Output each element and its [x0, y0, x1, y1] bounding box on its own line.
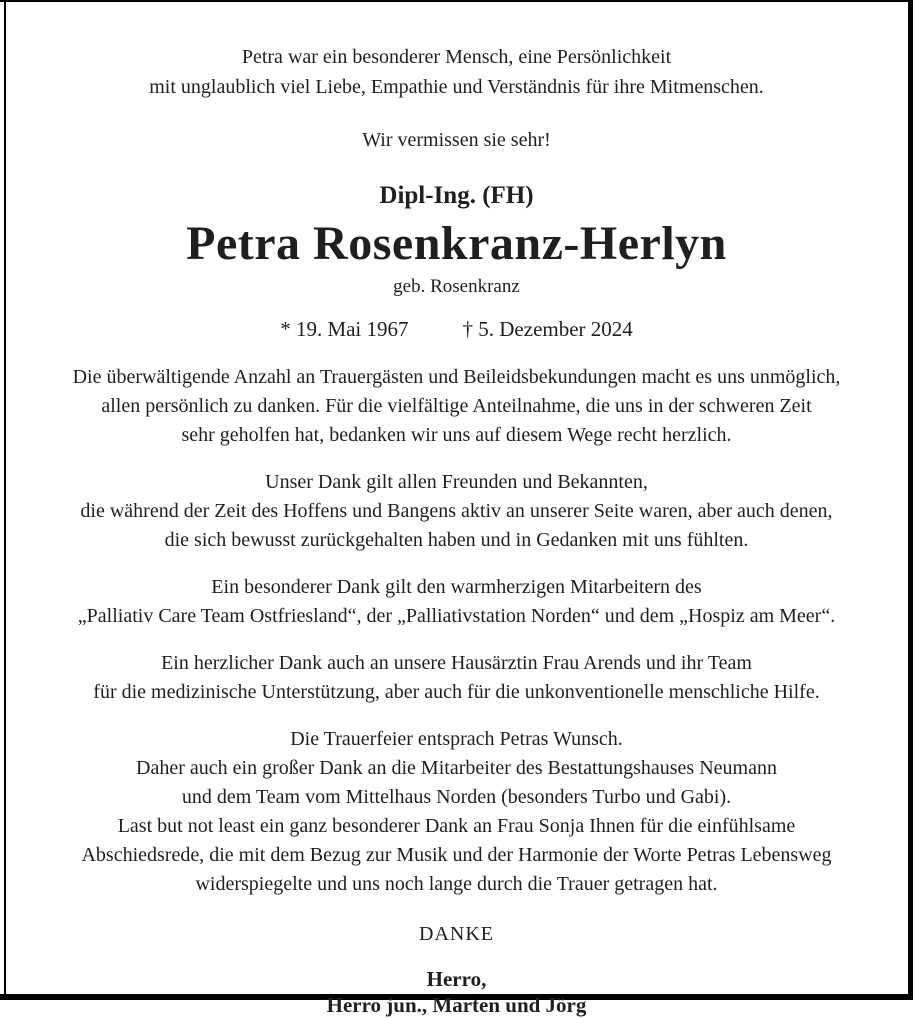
paragraph-palliative-thanks — [0, 573, 913, 631]
birth-date: * 19. Mai 1967 — [280, 317, 409, 341]
body-line: „Palliativ Care Team Ostfriesland“, der „Palliativstation Norden“ und dem „Hospiz am Meer“. — [77, 605, 836, 627]
intro-line-2: mit unglaublich viel Liebe, Empathie und Verständnis für ihre Mitmenschen. — [149, 76, 764, 98]
body-line: Last but not least ein ganz besonderer Dank an Frau Sonja Ihnen für die einfühlsame — [117, 815, 796, 837]
body-line: Unser Dank gilt allen Freunden und Bekannten, — [265, 471, 648, 493]
body-line: allen persönlich zu danken. Für die vielfältige Anteilnahme, die uns in der schweren Zeit — [101, 395, 812, 417]
body-line: die während der Zeit des Hoffens und Bangens aktiv an unserer Seite waren, aber auch denen, — [80, 500, 833, 522]
body-line: die sich bewusst zurückgehalten haben und in Gedanken mit uns fühlten. — [164, 529, 749, 551]
death-date: † 5. Dezember 2024 — [462, 317, 633, 341]
degree-title: Dipl-Ing. (FH) — [379, 182, 534, 209]
body-line: Abschiedsrede, die mit dem Bezug zur Musik und der Harmonie der Worte Petras Lebensweg — [81, 844, 832, 866]
deceased-name: Petra Rosenkranz-Herlyn — [186, 217, 727, 270]
body-line: und dem Team vom Mittelhaus Norden (besonders Turbo und Gabi). — [181, 786, 732, 808]
paragraph-general-thanks — [0, 363, 913, 450]
body-line: für die medizinische Unterstützung, aber auch für die unkonventionelle menschliche Hilfe. — [93, 681, 820, 703]
body-line: Daher auch ein großer Dank an die Mitarbeiter des Bestattungshauses Neumann — [136, 757, 777, 779]
thank-you-text — [0, 363, 913, 899]
body-line: Die überwältigende Anzahl an Trauergästen und Beileidsbekundungen macht es uns unmöglich, — [72, 366, 841, 388]
missing-line: Wir vermissen sie sehr! — [362, 129, 551, 151]
paragraph-doctor-thanks — [0, 649, 913, 707]
body-line: Ein herzlicher Dank auch an unsere Hausärztin Frau Arends und ihr Team — [161, 652, 752, 674]
signature-line-2: Herro jun., Marten und Jörg — [326, 993, 587, 1017]
body-line: widerspiegelte und uns noch lange durch die Trauer getragen hat. — [195, 873, 718, 895]
body-line: sehr geholfen hat, bedanken wir uns auf diesem Wege recht herzlich. — [181, 424, 732, 446]
body-line: Die Trauerfeier entsprach Petras Wunsch. — [290, 728, 623, 750]
signature-line-1: Herro, — [426, 967, 487, 991]
body-line: Ein besonderer Dank gilt den warmherzigen Mitarbeitern des — [211, 576, 702, 598]
paragraph-friends-thanks — [0, 468, 913, 555]
danke-word: DANKE — [419, 923, 494, 945]
intro-line-1: Petra war ein besonderer Mensch, eine Persönlichkeit — [241, 46, 672, 68]
maiden-name: geb. Rosenkranz — [393, 276, 520, 297]
life-dates — [0, 316, 913, 342]
signature-block — [0, 966, 913, 1018]
paragraph-funeral-thanks — [0, 725, 913, 899]
intro-text — [0, 42, 913, 102]
